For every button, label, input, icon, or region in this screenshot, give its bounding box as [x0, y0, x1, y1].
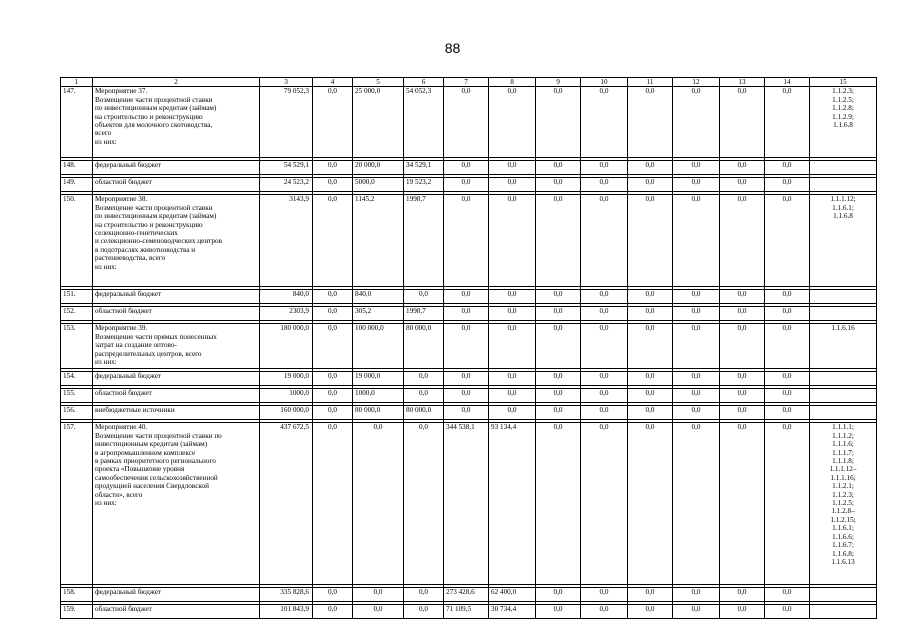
row-number: 150.	[61, 195, 93, 287]
indicator-codes	[810, 307, 877, 321]
value-cell: 0,0	[720, 307, 765, 321]
row-description: Мероприятие 40. Возмещение части процентной ставки по инвестиционным кредитам (займам) в агропромышленном комплексе в рамках приоритетного регионального проекта «Повышение уровня самообеспечения сельскохозяйственной продукцией населения Свердловской области», всего из них:	[93, 423, 260, 585]
indicator-codes	[810, 290, 877, 304]
value-cell: 0,0	[628, 372, 673, 386]
value-cell: 3143,9	[260, 195, 313, 287]
row-number: 149.	[61, 178, 93, 192]
indicator-codes	[810, 161, 877, 175]
value-cell: 0,0	[765, 195, 810, 287]
value-cell: 79 052,3	[260, 87, 313, 158]
value-cell: 0,0	[628, 605, 673, 619]
value-cell: 0,0	[720, 389, 765, 403]
value-cell: 19 000,0	[260, 372, 313, 386]
value-cell: 0,0	[581, 372, 628, 386]
value-cell: 0,0	[581, 87, 628, 158]
value-cell: 0,0	[444, 161, 489, 175]
value-cell: 840,0	[260, 290, 313, 304]
value-cell: 0,0	[489, 307, 536, 321]
value-cell: 0,0	[720, 178, 765, 192]
value-cell: 0,0	[313, 423, 353, 585]
value-cell: 0,0	[720, 161, 765, 175]
table-row	[61, 324, 877, 369]
value-cell: 5000,0	[353, 178, 404, 192]
value-cell: 0,0	[673, 423, 720, 585]
row-description: областной бюджет	[93, 605, 260, 619]
value-cell: 0,0	[720, 87, 765, 158]
value-cell: 1000,0	[353, 389, 404, 403]
value-cell: 0,0	[628, 290, 673, 304]
value-cell: 71 109,5	[444, 605, 489, 619]
column-header: 7	[444, 78, 489, 87]
value-cell: 0,0	[581, 178, 628, 192]
value-cell: 0,0	[313, 389, 353, 403]
value-cell: 0,0	[489, 324, 536, 369]
value-cell: 0,0	[765, 324, 810, 369]
value-cell: 0,0	[444, 389, 489, 403]
value-cell: 0,0	[444, 372, 489, 386]
value-cell: 0,0	[404, 290, 444, 304]
value-cell: 0,0	[765, 588, 810, 602]
value-cell: 0,0	[404, 423, 444, 585]
value-cell: 1145,2	[353, 195, 404, 287]
value-cell: 0,0	[489, 290, 536, 304]
row-number: 159.	[61, 605, 93, 619]
value-cell: 20 000,0	[353, 161, 404, 175]
table-row	[61, 588, 877, 602]
value-cell: 0,0	[536, 307, 581, 321]
row-number: 151.	[61, 290, 93, 304]
value-cell: 0,0	[673, 389, 720, 403]
value-cell: 0,0	[673, 307, 720, 321]
value-cell: 0,0	[536, 290, 581, 304]
value-cell: 0,0	[536, 178, 581, 192]
indicator-codes	[810, 605, 877, 619]
value-cell: 0,0	[720, 324, 765, 369]
row-description: федеральный бюджет	[93, 290, 260, 304]
table-row	[61, 290, 877, 304]
value-cell: 335 828,6	[260, 588, 313, 602]
value-cell: 0,0	[581, 290, 628, 304]
value-cell: 0,0	[353, 605, 404, 619]
value-cell: 0,0	[673, 588, 720, 602]
value-cell: 0,0	[720, 605, 765, 619]
value-cell: 0,0	[628, 307, 673, 321]
value-cell: 0,0	[765, 389, 810, 403]
value-cell: 0,0	[720, 588, 765, 602]
value-cell: 0,0	[720, 406, 765, 420]
value-cell: 19 000,0	[353, 372, 404, 386]
value-cell: 0,0	[581, 406, 628, 420]
row-number: 156.	[61, 406, 93, 420]
value-cell: 0,0	[581, 195, 628, 287]
value-cell: 0,0	[404, 605, 444, 619]
value-cell: 0,0	[581, 307, 628, 321]
value-cell: 34 529,1	[404, 161, 444, 175]
value-cell: 0,0	[628, 423, 673, 585]
value-cell: 54 052,3	[404, 87, 444, 158]
row-number: 154.	[61, 372, 93, 386]
value-cell: 0,0	[581, 588, 628, 602]
value-cell: 0,0	[581, 389, 628, 403]
value-cell: 0,0	[444, 290, 489, 304]
value-cell: 0,0	[444, 406, 489, 420]
value-cell: 1000,0	[260, 389, 313, 403]
value-cell: 0,0	[404, 372, 444, 386]
value-cell: 0,0	[353, 588, 404, 602]
value-cell: 0,0	[581, 324, 628, 369]
value-cell: 100 000,0	[353, 324, 404, 369]
value-cell: 305,2	[353, 307, 404, 321]
table-row	[61, 178, 877, 192]
table-row	[61, 87, 877, 158]
row-number: 153.	[61, 324, 93, 369]
row-description: внебюджетные источники	[93, 406, 260, 420]
value-cell: 437 672,5	[260, 423, 313, 585]
value-cell: 0,0	[628, 161, 673, 175]
column-header: 6	[404, 78, 444, 87]
table-row	[61, 605, 877, 619]
value-cell: 273 428,6	[444, 588, 489, 602]
value-cell: 0,0	[536, 389, 581, 403]
row-number: 152.	[61, 307, 93, 321]
value-cell: 0,0	[765, 406, 810, 420]
column-header: 2	[93, 78, 260, 87]
row-number: 158.	[61, 588, 93, 602]
value-cell: 0,0	[313, 195, 353, 287]
page-number: 88	[444, 40, 461, 56]
value-cell: 0,0	[536, 161, 581, 175]
value-cell: 0,0	[673, 372, 720, 386]
row-description: Мероприятие 39. Возмещение части прямых понесенных затрат на создание оптово- распределительных центров, всего из них:	[93, 324, 260, 369]
value-cell: 0,0	[489, 195, 536, 287]
value-cell: 0,0	[536, 423, 581, 585]
value-cell: 80 000,0	[404, 406, 444, 420]
value-cell: 344 538,1	[444, 423, 489, 585]
indicator-codes	[810, 389, 877, 403]
value-cell: 0,0	[313, 605, 353, 619]
value-cell: 93 134,4	[489, 423, 536, 585]
value-cell: 80 000,0	[353, 406, 404, 420]
table-row	[61, 423, 877, 585]
indicator-codes: 1.1.1.1; 1.1.1.2; 1.1.1.6; 1.1.1.7; 1.1.1.8; 1.1.1.12– 1.1.1.16; 1.1.2.1; 1.1.2.3; 1.1.2.5; 1.1.2.8– 1.1.2.15; 1.1.6.1; 1.1.6.6; 1.1.6.7; 1.1.6.8; 1.1.6.13	[810, 423, 877, 585]
value-cell: 0,0	[628, 324, 673, 369]
table-row	[61, 307, 877, 321]
column-header: 3	[260, 78, 313, 87]
value-cell: 0,0	[444, 87, 489, 158]
value-cell: 0,0	[720, 423, 765, 585]
row-description: Мероприятие 38. Возмещение части процентной ставки по инвестиционным кредитам (займам) на строительство и реконструкцию селекционно-генетических и селекционно-семеноводческих центров в подотраслях животноводства и растениеводства, всего из них:	[93, 195, 260, 287]
row-number: 147.	[61, 87, 93, 158]
value-cell: 0,0	[536, 195, 581, 287]
value-cell: 0,0	[673, 178, 720, 192]
value-cell: 0,0	[720, 372, 765, 386]
value-cell: 0,0	[313, 406, 353, 420]
value-cell: 160 000,0	[260, 406, 313, 420]
column-header: 4	[313, 78, 353, 87]
value-cell: 0,0	[444, 195, 489, 287]
value-cell: 2303,9	[260, 307, 313, 321]
indicator-codes	[810, 372, 877, 386]
value-cell: 0,0	[765, 307, 810, 321]
value-cell: 180 000,0	[260, 324, 313, 369]
value-cell: 0,0	[536, 605, 581, 619]
value-cell: 0,0	[313, 87, 353, 158]
value-cell: 0,0	[489, 178, 536, 192]
value-cell: 0,0	[673, 161, 720, 175]
budget-table	[60, 77, 877, 619]
value-cell: 0,0	[489, 372, 536, 386]
table-row	[61, 406, 877, 420]
value-cell: 0,0	[581, 161, 628, 175]
value-cell: 0,0	[404, 588, 444, 602]
value-cell: 0,0	[489, 389, 536, 403]
column-header: 10	[581, 78, 628, 87]
column-header: 13	[720, 78, 765, 87]
column-header: 9	[536, 78, 581, 87]
value-cell: 840,0	[353, 290, 404, 304]
value-cell: 0,0	[313, 178, 353, 192]
value-cell: 0,0	[536, 588, 581, 602]
value-cell: 0,0	[720, 195, 765, 287]
row-description: федеральный бюджет	[93, 588, 260, 602]
value-cell: 0,0	[673, 605, 720, 619]
value-cell: 0,0	[313, 307, 353, 321]
indicator-codes: 1.1.6.16	[810, 324, 877, 369]
value-cell: 0,0	[536, 324, 581, 369]
value-cell: 0,0	[581, 605, 628, 619]
value-cell: 0,0	[765, 605, 810, 619]
value-cell: 19 523,2	[404, 178, 444, 192]
value-cell: 0,0	[536, 406, 581, 420]
row-description: Мероприятие 37. Возмещение части процентной ставки по инвестиционным кредитам (займам) на строительство и реконструкцию объектов для молочного скотоводства, всего из них:	[93, 87, 260, 158]
value-cell: 0,0	[313, 324, 353, 369]
value-cell: 54 529,1	[260, 161, 313, 175]
value-cell: 0,0	[489, 161, 536, 175]
column-header: 1	[61, 78, 93, 87]
value-cell: 0,0	[765, 290, 810, 304]
value-cell: 1998,7	[404, 195, 444, 287]
value-cell: 0,0	[404, 389, 444, 403]
value-cell: 0,0	[765, 178, 810, 192]
indicator-codes	[810, 406, 877, 420]
value-cell: 0,0	[673, 406, 720, 420]
table-row	[61, 161, 877, 175]
indicator-codes: 1.1.1.12; 1.1.6.1; 1.1.6.8	[810, 195, 877, 287]
column-header: 15	[810, 78, 877, 87]
value-cell: 0,0	[673, 324, 720, 369]
value-cell: 0,0	[489, 406, 536, 420]
column-header: 12	[673, 78, 720, 87]
row-description: областной бюджет	[93, 307, 260, 321]
column-header: 14	[765, 78, 810, 87]
value-cell: 0,0	[628, 87, 673, 158]
value-cell: 0,0	[765, 161, 810, 175]
value-cell: 0,0	[628, 389, 673, 403]
value-cell: 0,0	[313, 588, 353, 602]
value-cell: 25 000,0	[353, 87, 404, 158]
value-cell: 30 734,4	[489, 605, 536, 619]
column-header: 5	[353, 78, 404, 87]
value-cell: 0,0	[536, 372, 581, 386]
value-cell: 0,0	[765, 372, 810, 386]
value-cell: 0,0	[444, 307, 489, 321]
row-description: федеральный бюджет	[93, 372, 260, 386]
value-cell: 0,0	[313, 372, 353, 386]
value-cell: 0,0	[673, 290, 720, 304]
value-cell: 0,0	[581, 423, 628, 585]
value-cell: 1998,7	[404, 307, 444, 321]
value-cell: 0,0	[489, 87, 536, 158]
value-cell: 0,0	[765, 87, 810, 158]
value-cell: 0,0	[673, 87, 720, 158]
row-description: областной бюджет	[93, 178, 260, 192]
value-cell: 0,0	[353, 423, 404, 585]
indicator-codes	[810, 178, 877, 192]
row-number: 155.	[61, 389, 93, 403]
table-row	[61, 195, 877, 287]
table-row	[61, 389, 877, 403]
value-cell: 0,0	[536, 87, 581, 158]
value-cell: 0,0	[628, 195, 673, 287]
value-cell: 62 400,0	[489, 588, 536, 602]
header-row	[61, 78, 877, 87]
value-cell: 0,0	[444, 178, 489, 192]
value-cell: 0,0	[628, 178, 673, 192]
row-number: 157.	[61, 423, 93, 585]
value-cell: 0,0	[628, 588, 673, 602]
column-header: 8	[489, 78, 536, 87]
value-cell: 0,0	[628, 406, 673, 420]
value-cell: 0,0	[720, 290, 765, 304]
column-header: 11	[628, 78, 673, 87]
row-description: федеральный бюджет	[93, 161, 260, 175]
indicator-codes	[810, 588, 877, 602]
table-row	[61, 372, 877, 386]
indicator-codes: 1.1.2.3; 1.1.2.5; 1.1.2.8; 1.1.2.9; 1.1.6.8	[810, 87, 877, 158]
value-cell: 0,0	[765, 423, 810, 585]
value-cell: 0,0	[313, 290, 353, 304]
value-cell: 0,0	[444, 324, 489, 369]
value-cell: 0,0	[313, 161, 353, 175]
row-description: областной бюджет	[93, 389, 260, 403]
value-cell: 101 843,9	[260, 605, 313, 619]
value-cell: 0,0	[673, 195, 720, 287]
value-cell: 80 000,0	[404, 324, 444, 369]
row-number: 148.	[61, 161, 93, 175]
value-cell: 24 523,2	[260, 178, 313, 192]
